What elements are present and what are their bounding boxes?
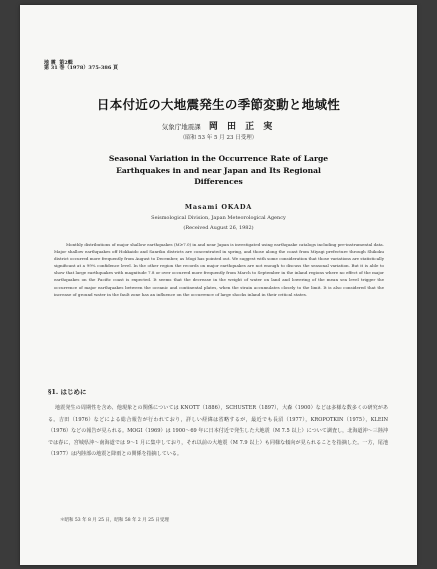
english-received-date: (Received August 26, 1982)	[183, 225, 254, 231]
english-title: Seasonal Variation in the Occurrence Rate of Large Earthquakes in and near Japan and Its Regional Differences	[108, 154, 329, 186]
japanese-title: 日本付近の大地震発生の季節変動と地域性	[96, 97, 341, 112]
body-paragraph: 地震発生の周期性を含め、他現象との関係については KNOTT（1886），SCHUSTER（1897），大森（1900）などは多様な数多くの研究がある。吉田（1976）などによる総合報告が行われており，詳しい経緯は省略するが，最近でも長沼（1977），KROPOTKIN（1975），KLEIN（1976）などの報告が見られる。MOGI（1969）は 1900〜69 年に日本付近で発生した大地震（M 7.5 以上）について調査し，北海道沖〜三陸沖では春に，宮城県沖〜南海道では 9〜1 月に集中しており，それ以前の大地震（M 7.9 以上）も同様な傾向が見られることを指摘した。一方，尾池（1977）は内陸部の地震と降雨との関係を指摘している。	[48, 405, 388, 457]
section-heading: §1. はじめに	[48, 388, 87, 396]
journal-reference: 地 震 第2輯 第 31 巻（1978）375-386 頁	[44, 60, 119, 71]
abstract: Monthly distributions of major shallow earthquakes (M≥7.0) in and near Japan is investigated using earthquake catalogs including pre-instrumental data. Major shallow earthquakes off Hokkaido and Sanriku districts are concentrated in spring, and those along the coast from Miyagi prefecture through Shikoku district occurred more frequently from August to December, as Mogi has pointed out. We suggest with some consideration that those variations are statistically significant at a 99% confidence level. In the other region the records on major earthquakes are not enough to discuss the seasonal variation. But it is able to show that large earthquakes with magnitude 7.8 or over occurred more frequently from March to September in the inland regions where no effect of the major earthquakes on the Pacific coast is expected. It seems that the decrease in the weight of water on land and lowering of the mean sea level trigger the occurrence of major earthquakes between the oceanic and continental plates, when the strain accumulates closely to the limit. It is also considered that the increase of ground water in the fault zone has an influence on the occurrence of large shocks inland in their critical states.	[54, 242, 384, 297]
japanese-received-date: （昭和 53 年 5 月 23 日受理）	[179, 135, 258, 141]
japanese-author-name: 岡 田 正 実	[208, 122, 276, 132]
english-affiliation: Seismological Division, Japan Meteorological Agency	[151, 215, 286, 221]
paper-page	[20, 5, 417, 565]
japanese-author-affiliation: 気象庁地震課	[161, 123, 201, 131]
japanese-author-line	[20, 119, 417, 132]
english-author: Masami OKADA	[184, 203, 253, 211]
footnote: ＊昭和 53 年 8 月 25 日，昭和 58 年 2 月 25 日受理	[60, 518, 169, 523]
